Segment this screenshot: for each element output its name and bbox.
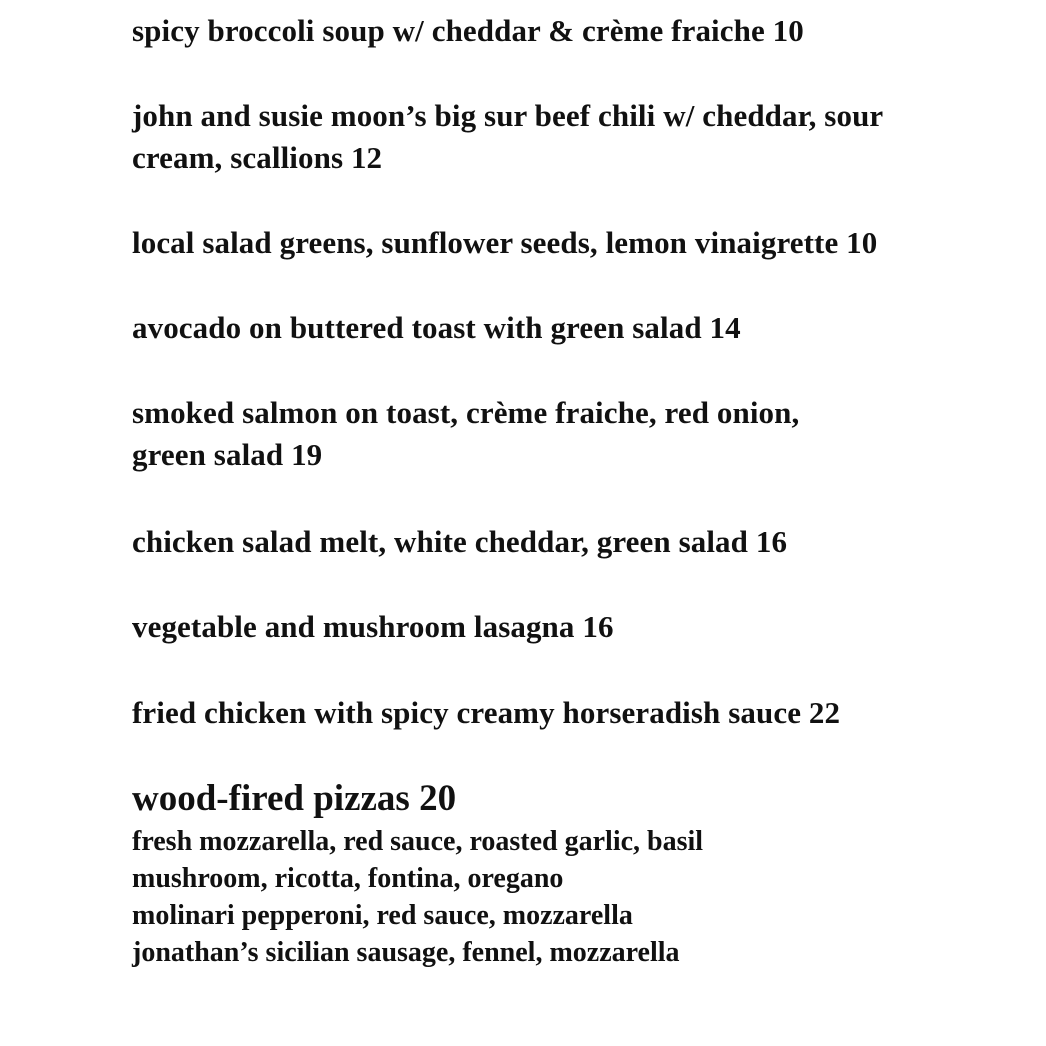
- pizza-section-title: wood-fired pizzas 20: [132, 778, 457, 819]
- menu-item-broccoli-soup: spicy broccoli soup w/ cheddar & crème fraiche 10: [132, 13, 804, 48]
- menu-item-fried-chicken: fried chicken with spicy creamy horseradish sauce 22: [132, 695, 841, 730]
- menu-item-chicken-salad-melt: chicken salad melt, white cheddar, green salad 16: [132, 524, 788, 559]
- pizza-option: mushroom, ricotta, fontina, oregano: [132, 863, 564, 894]
- pizza-option: fresh mozzarella, red sauce, roasted garlic, basil: [132, 826, 704, 857]
- menu-item-beef-chili-line2: cream, scallions 12: [132, 140, 383, 175]
- menu-item-smoked-salmon-line2: green salad 19: [132, 437, 323, 472]
- menu-item-smoked-salmon-line1: smoked salmon on toast, crème fraiche, red onion,: [132, 395, 800, 430]
- pizza-option: molinari pepperoni, red sauce, mozzarella: [132, 900, 633, 931]
- menu-item-beef-chili-line1: john and susie moon’s big sur beef chili w/ cheddar, sour: [132, 98, 884, 133]
- pizza-option: jonathan’s sicilian sausage, fennel, mozzarella: [132, 937, 680, 968]
- menu-item-lasagna: vegetable and mushroom lasagna 16: [132, 609, 614, 644]
- menu-item-salad-greens: local salad greens, sunflower seeds, lemon vinaigrette 10: [132, 225, 878, 260]
- menu-item-avocado-toast: avocado on buttered toast with green salad 14: [132, 310, 741, 345]
